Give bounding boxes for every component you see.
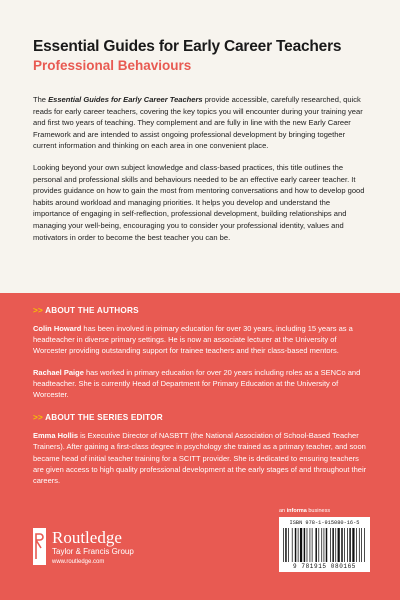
barcode-bar	[298, 528, 299, 562]
barcode-bar	[341, 528, 343, 562]
double-arrow-icon: >>	[33, 413, 43, 423]
about-series-editor-heading: >> ABOUT THE SERIES EDITOR	[33, 413, 163, 423]
barcode-bar	[304, 528, 306, 562]
publisher-group: Taylor & Francis Group	[52, 547, 134, 556]
double-arrow-icon: >>	[33, 306, 43, 315]
barcode-bar	[330, 528, 331, 562]
publisher-name: Routledge	[52, 528, 122, 547]
barcode-bar	[285, 528, 287, 562]
series-name-emphasis: Essential Guides for Early Career Teachers	[48, 95, 203, 104]
blurb-paragraph-1: The Essential Guides for Early Career Teachers provide accessible, carefully researched, quick reads for early career teachers, covering the key topics you will encounter during your training year and first two years of teaching. They complement and are fully in line with the new Early Career Framework and are intended to assist ongoing professional development by bringing together current information and thinking on each area in one convenient place.	[33, 95, 363, 151]
barcode-bar	[335, 528, 336, 562]
barcode-bar	[292, 528, 293, 562]
barcode-bar	[359, 528, 360, 562]
barcode-bar	[349, 528, 351, 562]
barcode-bar	[307, 528, 308, 562]
informa-business-label: an informa business	[279, 508, 331, 514]
barcode-bar	[295, 528, 297, 562]
isbn-label: ISBN 978-1-915080-16-5	[289, 520, 360, 526]
barcode-bar	[318, 528, 319, 562]
barcode-bar	[283, 528, 284, 562]
barcode-box	[279, 517, 370, 572]
barcode-bar	[356, 528, 357, 562]
barcode-bar	[310, 528, 311, 562]
barcode-bar	[332, 528, 334, 562]
about-authors-heading: >> ABOUT THE AUTHORS	[33, 306, 139, 315]
barcode-digits: 9 781915 080165	[292, 563, 356, 570]
barcode-bar	[300, 528, 302, 562]
routledge-r-logo-icon	[33, 528, 46, 565]
barcode-bar	[361, 528, 362, 562]
editor-bio-emma-hollis: Emma Hollis is Executive Director of NASBTT (the National Association of School-Based Teacher Trainers). After gaining a first-class degree in psychology she trained as a primary teacher, and soon became head of initial teacher training for a SCITT provider. She is dedicated to ensuring teachers are given access to high quality professional development at the early stages of and throughout their careers.	[33, 431, 367, 486]
book-title: Professional Behaviours	[33, 58, 192, 73]
barcode-bar	[288, 528, 289, 562]
author-bio-colin-howard: Colin Howard has been involved in primary education for over 30 years, including 15 years as a headteacher in diverse primary settings. He is now an associate lecturer at the University of Worcester providing outstanding support for trainee teachers and their class-based mentors.	[33, 324, 353, 356]
barcode-bar	[324, 528, 325, 562]
blurb-paragraph-2: Looking beyond your own subject knowledge and class-based practices, this title outlines the personal and professional skills and behaviours needed to be an effective early career teacher. It provides guidance on how to gain the most from mentoring conversations and how to develop good habits around workload and managing priorities. It helps you develop and understand the importance of engaging in self-reflection, professional development, building relationships and managing your well-being, encouraging you to consider your professional identity, values and motivators in order to become the best teacher you can be.	[33, 162, 365, 242]
barcode-bar	[347, 528, 348, 562]
barcode-bar	[326, 528, 328, 562]
barcode-bar	[344, 528, 345, 562]
author-bio-rachael-paige: Rachael Paige has worked in primary education for over 20 years including roles as a SENCo and headteacher. She is currently Head of Department for Primary Education at the University of Worcester.	[33, 367, 361, 400]
barcode-bar	[321, 528, 322, 562]
barcode-bars	[283, 528, 366, 562]
barcode-bar	[312, 528, 313, 562]
barcode-bar	[364, 528, 365, 562]
barcode-bar	[315, 528, 317, 562]
barcode-bar	[338, 528, 340, 562]
back-cover-top-panel	[0, 0, 400, 293]
publisher-url: www.routledge.com	[52, 559, 105, 565]
barcode-bar	[352, 528, 354, 562]
series-title: Essential Guides for Early Career Teachers	[33, 38, 342, 55]
blurb	[33, 94, 368, 243]
publisher-logo	[33, 520, 183, 570]
